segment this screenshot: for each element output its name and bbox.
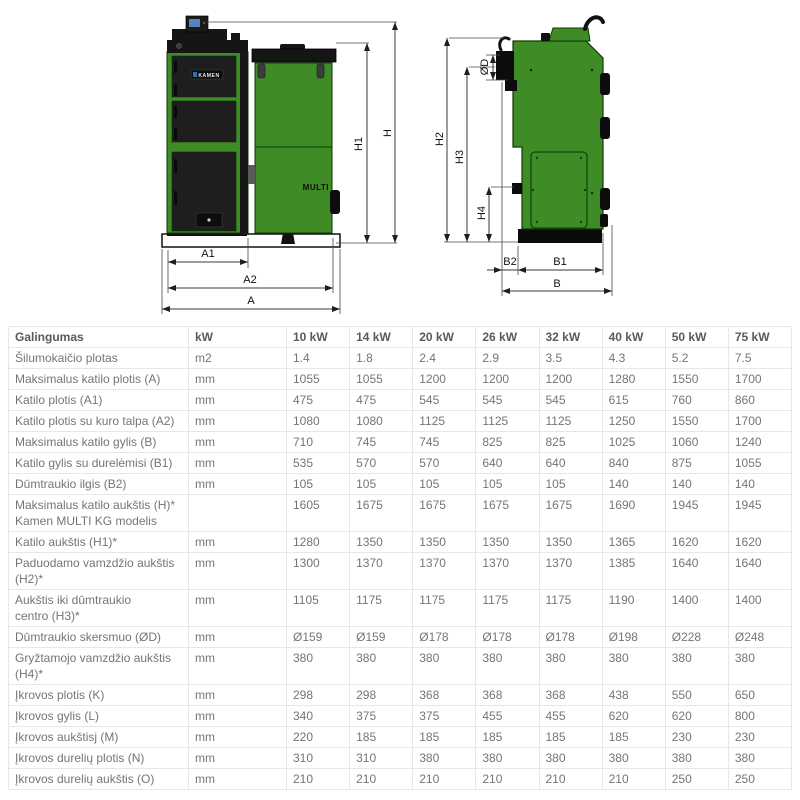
return-pipe-stub	[512, 183, 522, 194]
spec-value: 545	[476, 390, 539, 411]
spec-value: Ø178	[413, 627, 476, 648]
side-base	[518, 229, 602, 243]
column-header: 20 kW	[413, 327, 476, 348]
spec-value: 1080	[287, 411, 350, 432]
spec-value: 375	[350, 706, 413, 727]
spec-value: 210	[350, 769, 413, 790]
spec-value: 640	[476, 453, 539, 474]
spec-label: Šilumokaičio plotas	[9, 348, 189, 369]
spec-value: 1400	[728, 590, 791, 627]
spec-value: 535	[287, 453, 350, 474]
spec-label: Dūmtraukio ilgis (B2)	[9, 474, 189, 495]
spec-value: 185	[350, 727, 413, 748]
spec-value: 380	[602, 748, 665, 769]
spec-label: Įkrovos durelių plotis (N)	[9, 748, 189, 769]
spec-unit: mm	[189, 648, 287, 685]
spec-value: 380	[665, 748, 728, 769]
spec-value: 185	[413, 727, 476, 748]
column-header: 14 kW	[350, 327, 413, 348]
spec-value: 3.5	[539, 348, 602, 369]
spec-value: 380	[413, 648, 476, 685]
spec-value: 375	[413, 706, 476, 727]
fuel-hopper	[248, 44, 340, 233]
spec-value: 1350	[539, 532, 602, 553]
spec-unit	[189, 495, 287, 532]
spec-value: 615	[602, 390, 665, 411]
spec-value: Ø178	[539, 627, 602, 648]
spec-value: 1700	[728, 369, 791, 390]
spec-value: 1250	[602, 411, 665, 432]
spec-value: 5.2	[665, 348, 728, 369]
spec-value: 380	[476, 748, 539, 769]
table-row	[9, 648, 792, 685]
spec-value: 1365	[602, 532, 665, 553]
spec-value: 210	[413, 769, 476, 790]
table-row	[9, 390, 792, 411]
spec-value: Ø178	[476, 627, 539, 648]
table-row	[9, 474, 792, 495]
dim-label-od: ØD	[479, 58, 491, 76]
spec-label: Maksimalus katilo gylis (B)	[9, 432, 189, 453]
spec-label: Įkrovos gylis (L)	[9, 706, 189, 727]
spec-value: 1125	[476, 411, 539, 432]
spec-unit: mm	[189, 474, 287, 495]
dim-label-h2: H2	[434, 131, 446, 147]
top-fitting	[231, 33, 240, 41]
spec-value: 1190	[602, 590, 665, 627]
spec-value: 1.8	[350, 348, 413, 369]
table-row	[9, 532, 792, 553]
table-row	[9, 453, 792, 474]
spec-unit: mm	[189, 553, 287, 590]
column-header: 75 kW	[728, 327, 791, 348]
spec-value: 4.3	[602, 348, 665, 369]
spec-value: 7.5	[728, 348, 791, 369]
spec-unit: mm	[189, 627, 287, 648]
spec-value: 1550	[665, 411, 728, 432]
spec-unit: mm	[189, 769, 287, 790]
spec-value: 1240	[728, 432, 791, 453]
column-header: 40 kW	[602, 327, 665, 348]
spec-value: 380	[665, 648, 728, 685]
spec-value: 1175	[539, 590, 602, 627]
top-vent	[176, 43, 181, 48]
spec-value: Ø159	[287, 627, 350, 648]
spec-value: 1055	[728, 453, 791, 474]
table-row	[9, 706, 792, 727]
spec-unit: mm	[189, 685, 287, 706]
spec-value: 875	[665, 453, 728, 474]
column-header: Galingumas	[9, 327, 189, 348]
spec-value: 380	[539, 648, 602, 685]
spec-value: 220	[287, 727, 350, 748]
spec-value: 1105	[287, 590, 350, 627]
spec-value: 1055	[287, 369, 350, 390]
spec-value: 1350	[350, 532, 413, 553]
spec-value: 250	[665, 769, 728, 790]
table-row	[9, 685, 792, 706]
spec-value: 140	[602, 474, 665, 495]
spec-value: 105	[287, 474, 350, 495]
spec-value: 760	[665, 390, 728, 411]
flue-damper-handle	[500, 38, 509, 50]
spec-value: 640	[539, 453, 602, 474]
ash-box-knob	[207, 218, 210, 221]
column-header: kW	[189, 327, 287, 348]
spec-value: 1370	[350, 553, 413, 590]
spec-table-header-row	[9, 327, 792, 348]
spec-value: 1370	[539, 553, 602, 590]
spec-value: 650	[728, 685, 791, 706]
table-row	[9, 627, 792, 648]
controller-display	[189, 19, 200, 27]
table-row	[9, 432, 792, 453]
spec-value: 1125	[539, 411, 602, 432]
spec-label: Paduodamo vamzdžio aukštis (H2)*	[9, 553, 189, 590]
spec-value: 1700	[728, 411, 791, 432]
spec-value: 1200	[539, 369, 602, 390]
spec-label: Gryžtamojo vamzdžio aukštis (H4)*	[9, 648, 189, 685]
spec-table-body	[9, 348, 792, 790]
spec-label: Katilo plotis (A1)	[9, 390, 189, 411]
brand-logo-icon	[193, 72, 197, 77]
spec-value: 545	[539, 390, 602, 411]
spec-unit: mm	[189, 390, 287, 411]
spec-value: 140	[728, 474, 791, 495]
column-header: 10 kW	[287, 327, 350, 348]
spec-value: 1080	[350, 411, 413, 432]
table-row	[9, 769, 792, 790]
table-row	[9, 748, 792, 769]
spec-value: 185	[539, 727, 602, 748]
spec-value: 230	[728, 727, 791, 748]
dim-label-a1: A1	[201, 248, 215, 260]
spec-label: Maksimalus katilo plotis (A)	[9, 369, 189, 390]
spec-label: Maksimalus katilo aukštis (H)* Kamen MULTI KG modelis	[9, 495, 189, 532]
spec-label: Katilo gylis su durelėmisi (B1)	[9, 453, 189, 474]
brand-plate-text: KAMEN	[198, 73, 220, 79]
spec-value: 250	[728, 769, 791, 790]
dim-label-h4: H4	[476, 205, 488, 221]
dim-label-b2: B2	[503, 256, 517, 268]
spec-value: 1370	[476, 553, 539, 590]
table-row	[9, 727, 792, 748]
dim-label-b1: B1	[553, 256, 567, 268]
spec-value: 1175	[350, 590, 413, 627]
spec-value: 1.4	[287, 348, 350, 369]
spec-value: 230	[665, 727, 728, 748]
spec-label: Katilo aukštis (H1)*	[9, 532, 189, 553]
spec-value: 380	[287, 648, 350, 685]
spec-value: 1620	[728, 532, 791, 553]
spec-value: 368	[413, 685, 476, 706]
spec-value: 710	[287, 432, 350, 453]
column-header: 32 kW	[539, 327, 602, 348]
spec-unit: mm	[189, 532, 287, 553]
spec-value: 1280	[602, 369, 665, 390]
spec-value: 620	[602, 706, 665, 727]
spec-unit: mm	[189, 432, 287, 453]
spec-label: Įkrovos durelių aukštis (O)	[9, 769, 189, 790]
dim-label-h: H	[382, 129, 394, 137]
spec-value: 310	[350, 748, 413, 769]
spec-value: 105	[539, 474, 602, 495]
spec-value: 210	[287, 769, 350, 790]
top-lever-handle	[585, 17, 603, 29]
spec-value: 1550	[665, 369, 728, 390]
spec-value: 380	[476, 648, 539, 685]
side-body	[513, 41, 603, 229]
spec-value: 475	[287, 390, 350, 411]
table-row	[9, 369, 792, 390]
spec-value: 210	[602, 769, 665, 790]
spec-value: 1350	[413, 532, 476, 553]
technical-drawing-area	[0, 0, 800, 322]
spec-label: Dūmtraukio skersmuo (ØD)	[9, 627, 189, 648]
spec-value: 1400	[665, 590, 728, 627]
spec-value: 1175	[476, 590, 539, 627]
spec-value: 1175	[413, 590, 476, 627]
spec-value: 1620	[665, 532, 728, 553]
spec-value: 380	[413, 748, 476, 769]
spec-value: 1200	[476, 369, 539, 390]
column-header: 50 kW	[665, 327, 728, 348]
table-row	[9, 348, 792, 369]
top-knob	[541, 33, 550, 41]
hopper-foot	[281, 233, 295, 244]
table-row	[9, 495, 792, 532]
spec-value: 1055	[350, 369, 413, 390]
spec-unit: mm	[189, 706, 287, 727]
spec-value: 1675	[350, 495, 413, 532]
spec-value: 1125	[413, 411, 476, 432]
dim-label-h1: H1	[353, 136, 365, 152]
spec-unit: m2	[189, 348, 287, 369]
hopper-side-handle	[330, 190, 340, 214]
spec-value: 1945	[665, 495, 728, 532]
table-row	[9, 553, 792, 590]
hopper-model-label: MULTI	[302, 183, 329, 192]
table-row	[9, 590, 792, 627]
spec-value: 1675	[539, 495, 602, 532]
spec-unit: mm	[189, 411, 287, 432]
spec-value: 210	[476, 769, 539, 790]
specifications-table	[8, 326, 792, 790]
hopper-body	[255, 63, 332, 233]
spec-unit: mm	[189, 727, 287, 748]
spec-value: 1690	[602, 495, 665, 532]
spec-label: Įkrovos plotis (K)	[9, 685, 189, 706]
spec-value: Ø159	[350, 627, 413, 648]
spec-unit: mm	[189, 453, 287, 474]
spec-value: 550	[665, 685, 728, 706]
hopper-bolt-right	[317, 64, 324, 78]
boiler-side-panel	[240, 52, 248, 233]
spec-value: 745	[413, 432, 476, 453]
hopper-latch	[248, 165, 255, 184]
spec-value: 310	[287, 748, 350, 769]
spec-value: 1605	[287, 495, 350, 532]
spec-value: 210	[539, 769, 602, 790]
spec-label: Katilo plotis su kuro talpa (A2)	[9, 411, 189, 432]
spec-value: 185	[476, 727, 539, 748]
spec-value: 140	[665, 474, 728, 495]
spec-value: 1200	[413, 369, 476, 390]
spec-value: 380	[539, 748, 602, 769]
flue-support	[505, 80, 517, 91]
spec-value: 380	[728, 748, 791, 769]
spec-value: 545	[413, 390, 476, 411]
spec-value: 825	[539, 432, 602, 453]
spec-value: 455	[476, 706, 539, 727]
spec-value: 1675	[413, 495, 476, 532]
spec-value: Ø198	[602, 627, 665, 648]
controller-button	[203, 22, 205, 24]
spec-value: 1385	[602, 553, 665, 590]
boiler-technical-drawing	[0, 0, 800, 322]
spec-value: 380	[350, 648, 413, 685]
column-header: 26 kW	[476, 327, 539, 348]
spec-value: 368	[539, 685, 602, 706]
spec-value: 185	[602, 727, 665, 748]
spec-value: 1300	[287, 553, 350, 590]
spec-value: 1060	[665, 432, 728, 453]
hopper-bolt-left	[258, 64, 265, 78]
spec-value: 1640	[665, 553, 728, 590]
spec-value: 1675	[476, 495, 539, 532]
spec-value: Ø228	[665, 627, 728, 648]
spec-value: 620	[665, 706, 728, 727]
spec-value: 1640	[728, 553, 791, 590]
spec-value: 825	[476, 432, 539, 453]
spec-value: 1280	[287, 532, 350, 553]
spec-value: 298	[350, 685, 413, 706]
spec-label: Įkrovos aukštisj (M)	[9, 727, 189, 748]
spec-value: 840	[602, 453, 665, 474]
spec-unit: mm	[189, 590, 287, 627]
spec-value: 570	[350, 453, 413, 474]
spec-unit: mm	[189, 748, 287, 769]
spec-value: 1025	[602, 432, 665, 453]
spec-value: 105	[476, 474, 539, 495]
spec-value: 570	[413, 453, 476, 474]
spec-value: 105	[350, 474, 413, 495]
spec-value: 745	[350, 432, 413, 453]
dim-label-b: B	[553, 278, 561, 290]
middle-door	[172, 101, 236, 142]
dim-label-h3: H3	[454, 149, 466, 165]
dim-label-a2: A2	[243, 274, 257, 286]
spec-value: 1350	[476, 532, 539, 553]
boiler-front-view	[162, 16, 398, 314]
spec-unit: mm	[189, 369, 287, 390]
spec-value: 2.9	[476, 348, 539, 369]
spec-value: 438	[602, 685, 665, 706]
spec-value: 2.4	[413, 348, 476, 369]
spec-value: 105	[413, 474, 476, 495]
spec-label: Aukštis iki dūmtraukio centro (H3)*	[9, 590, 189, 627]
spec-value: 860	[728, 390, 791, 411]
spec-value: 368	[476, 685, 539, 706]
spec-value: Ø248	[728, 627, 791, 648]
boiler-side-view	[434, 17, 612, 296]
spec-value: 1945	[728, 495, 791, 532]
spec-value: 475	[350, 390, 413, 411]
spec-value: 800	[728, 706, 791, 727]
dim-label-a: A	[247, 295, 255, 307]
spec-value: 455	[539, 706, 602, 727]
spec-value: 1370	[413, 553, 476, 590]
spec-value: 298	[287, 685, 350, 706]
spec-value: 380	[728, 648, 791, 685]
spec-value: 340	[287, 706, 350, 727]
spec-value: 380	[602, 648, 665, 685]
hopper-lid	[252, 49, 336, 62]
table-row	[9, 411, 792, 432]
